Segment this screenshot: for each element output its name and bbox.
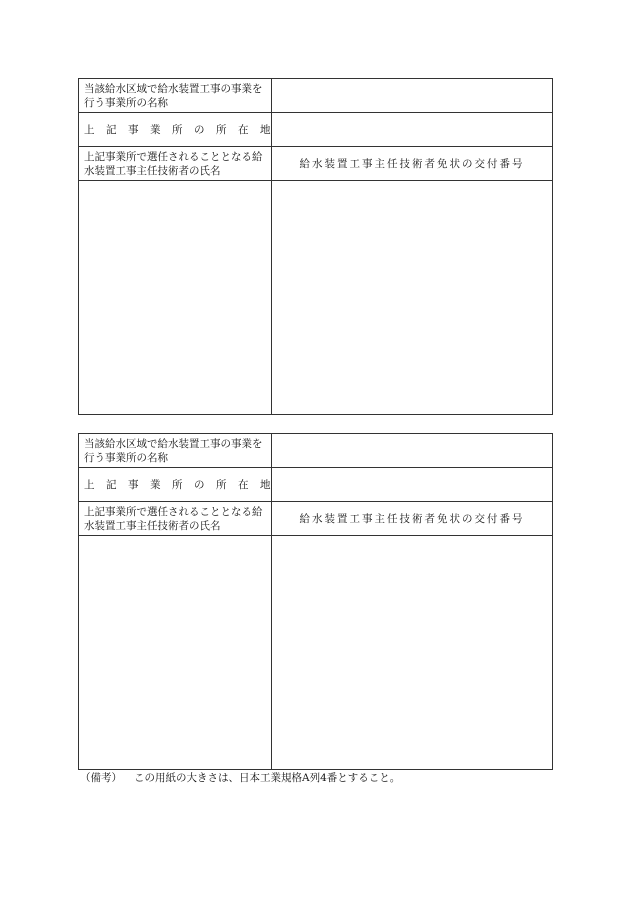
office-location-row (79, 113, 553, 147)
license-number-field[interactable] (272, 181, 553, 415)
office-location-row (79, 468, 553, 502)
office-name-label: 当該給水区域で給水装置工事の事業を行う事業所の名称 (79, 79, 272, 113)
license-number-label: 給水装置工事主任技術者免状の交付番号 (272, 147, 553, 181)
license-number-label: 給水装置工事主任技術者免状の交付番号 (272, 502, 553, 536)
engineer-name-label: 上記事業所で選任されることとなる給水装置工事主任技術者の氏名 (79, 502, 272, 536)
engineer-name-field[interactable] (79, 536, 272, 770)
office-name-row (79, 79, 553, 113)
registration-form-table-2 (78, 433, 553, 770)
engineer-entry-row (79, 181, 553, 415)
engineer-header-row (79, 502, 553, 536)
office-location-field[interactable] (272, 113, 553, 147)
office-location-field[interactable] (272, 468, 553, 502)
remark-note (80, 771, 400, 785)
remark-label: （備考） (80, 772, 122, 784)
registration-form-table-1 (78, 78, 553, 415)
office-name-label: 当該給水区域で給水装置工事の事業を行う事業所の名称 (79, 434, 272, 468)
engineer-entry-row (79, 536, 553, 770)
engineer-name-label: 上記事業所で選任されることとなる給水装置工事主任技術者の氏名 (79, 147, 272, 181)
engineer-header-row (79, 147, 553, 181)
license-number-field[interactable] (272, 536, 553, 770)
office-name-row (79, 434, 553, 468)
engineer-name-field[interactable] (79, 181, 272, 415)
office-location-label: 上記事業所の所在地 (79, 113, 272, 147)
office-name-field[interactable] (272, 434, 553, 468)
remark-text: この用紙の大きさは、日本工業規格A列4番とすること。 (134, 772, 401, 784)
office-location-label: 上記事業所の所在地 (79, 468, 272, 502)
office-name-field[interactable] (272, 79, 553, 113)
